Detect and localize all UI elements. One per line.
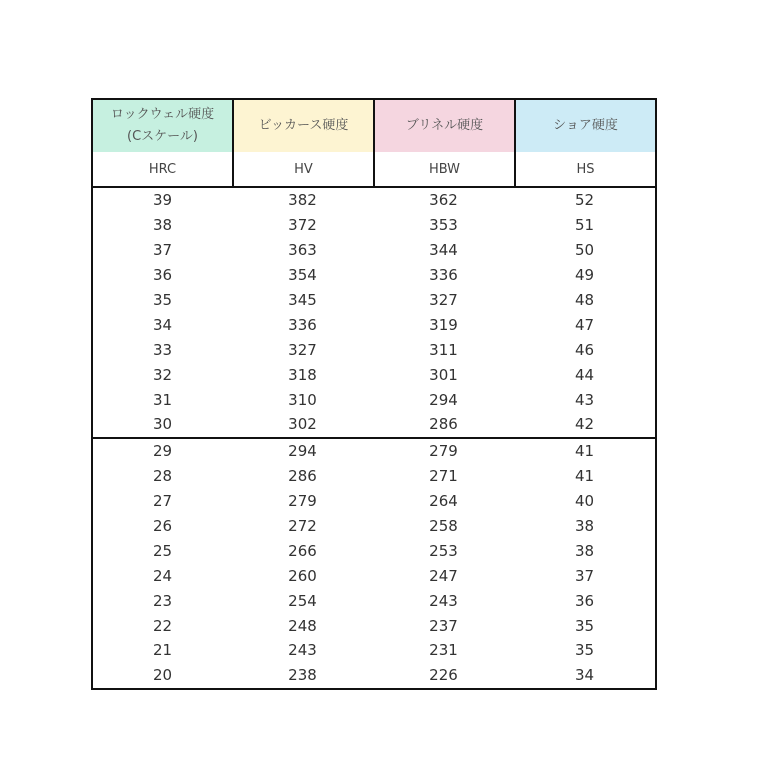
row-group-2	[91, 439, 657, 690]
cell-hrc: 27	[152, 492, 173, 511]
cell-hs: 41	[574, 442, 595, 461]
cell-hv: 318	[288, 365, 317, 384]
cell-hbw: 226	[429, 666, 458, 685]
cell-hbw: 294	[429, 390, 458, 409]
header-shore-label: ショア硬度	[553, 118, 618, 133]
cell-hs: 50	[574, 241, 595, 260]
cell-hs: 38	[574, 541, 595, 560]
cell-hrc: 20	[152, 666, 173, 685]
cell-hs: 48	[574, 291, 595, 309]
cell-hbw: 327	[429, 291, 458, 309]
cell-hrc: 38	[152, 216, 173, 235]
unit-hs: HS	[514, 152, 657, 188]
table-row	[93, 613, 655, 638]
cell-hv: 266	[288, 541, 317, 560]
cell-hrc: 23	[152, 591, 173, 610]
table-row	[93, 188, 655, 213]
cell-hbw: 253	[429, 541, 458, 560]
cell-hbw: 237	[429, 616, 458, 635]
cell-hs: 40	[574, 492, 595, 511]
cell-hv: 310	[288, 390, 317, 409]
cell-hbw: 258	[429, 517, 458, 536]
unit-hbw: HBW	[373, 152, 514, 188]
cell-hs: 43	[574, 390, 595, 409]
table-row	[93, 663, 655, 688]
cell-hv: 272	[288, 517, 317, 536]
cell-hrc: 37	[152, 241, 173, 260]
table-body	[91, 188, 657, 690]
cell-hv: 279	[288, 492, 317, 511]
cell-hv: 327	[288, 340, 317, 359]
cell-hrc: 21	[152, 641, 173, 660]
cell-hbw: 286	[429, 415, 458, 434]
cell-hv: 243	[288, 641, 317, 660]
cell-hrc: 36	[152, 266, 173, 285]
row-group-1	[91, 188, 657, 439]
cell-hs: 52	[574, 191, 595, 210]
table-row	[93, 412, 655, 437]
cell-hrc: 22	[152, 616, 173, 635]
table-row	[93, 362, 655, 387]
cell-hbw: 344	[429, 241, 458, 260]
header-rockwell	[91, 98, 232, 152]
table-row	[93, 464, 655, 489]
cell-hs: 35	[574, 616, 595, 635]
cell-hv: 248	[288, 616, 317, 635]
table-row	[93, 588, 655, 613]
cell-hv: 372	[288, 216, 317, 235]
table-row	[93, 514, 655, 539]
cell-hrc: 33	[152, 340, 173, 359]
cell-hrc: 26	[152, 517, 173, 536]
table-row	[93, 213, 655, 238]
cell-hv: 302	[288, 415, 317, 434]
cell-hv: 238	[288, 666, 317, 685]
table-row	[93, 563, 655, 588]
table-row	[93, 238, 655, 263]
unit-hrc: HRC	[91, 152, 232, 188]
cell-hs: 36	[574, 591, 595, 610]
cell-hbw: 271	[429, 467, 458, 486]
cell-hrc: 31	[152, 390, 173, 409]
cell-hbw: 362	[429, 191, 458, 210]
header-vickers-label: ビッカース硬度	[258, 118, 349, 133]
table-row	[93, 439, 655, 464]
cell-hv: 260	[288, 566, 317, 585]
cell-hs: 35	[574, 641, 595, 660]
cell-hrc: 32	[152, 365, 173, 384]
header-shore	[514, 98, 657, 152]
cell-hs: 34	[574, 666, 595, 685]
cell-hbw: 353	[429, 216, 458, 235]
table-row	[93, 387, 655, 412]
cell-hbw: 319	[429, 315, 458, 334]
cell-hrc: 24	[152, 566, 173, 585]
header-brinell	[373, 98, 514, 152]
cell-hrc: 28	[152, 467, 173, 486]
unit-hv: HV	[232, 152, 373, 188]
cell-hv: 382	[288, 191, 317, 210]
header-rockwell-line2: (Cスケール)	[127, 129, 198, 144]
table-row	[93, 489, 655, 514]
table-row	[93, 538, 655, 563]
cell-hs: 46	[574, 340, 595, 359]
cell-hrc: 30	[152, 415, 173, 434]
cell-hbw: 301	[429, 365, 458, 384]
cell-hrc: 25	[152, 541, 173, 560]
cell-hs: 38	[574, 517, 595, 536]
cell-hbw: 243	[429, 591, 458, 610]
cell-hrc: 35	[152, 291, 173, 309]
cell-hv: 336	[288, 315, 317, 334]
cell-hs: 42	[574, 415, 595, 434]
cell-hv: 345	[288, 291, 317, 309]
cell-hs: 37	[574, 566, 595, 585]
unit-row	[91, 152, 657, 188]
header-rockwell-line1: ロックウェル硬度	[110, 107, 215, 122]
header-brinell-label: ブリネル硬度	[405, 118, 484, 133]
table-row	[93, 263, 655, 288]
cell-hv: 254	[288, 591, 317, 610]
cell-hs: 49	[574, 266, 595, 285]
cell-hv: 354	[288, 266, 317, 285]
cell-hv: 363	[288, 241, 317, 260]
cell-hs: 47	[574, 315, 595, 334]
cell-hbw: 247	[429, 566, 458, 585]
table-row	[93, 638, 655, 663]
table-row	[93, 288, 655, 313]
cell-hs: 51	[574, 216, 595, 235]
cell-hv: 286	[288, 467, 317, 486]
cell-hs: 44	[574, 365, 595, 384]
cell-hbw: 279	[429, 442, 458, 461]
hardness-conversion-table	[91, 98, 657, 690]
cell-hbw: 264	[429, 492, 458, 511]
table-row	[93, 312, 655, 337]
table-row	[93, 337, 655, 362]
cell-hs: 41	[574, 467, 595, 486]
cell-hrc: 34	[152, 315, 173, 334]
cell-hbw: 311	[429, 340, 458, 359]
cell-hbw: 231	[429, 641, 458, 660]
cell-hv: 294	[288, 442, 317, 461]
header-vickers	[232, 98, 373, 152]
cell-hbw: 336	[429, 266, 458, 285]
cell-hrc: 39	[152, 191, 173, 210]
header-row	[91, 98, 657, 152]
cell-hrc: 29	[152, 442, 173, 461]
